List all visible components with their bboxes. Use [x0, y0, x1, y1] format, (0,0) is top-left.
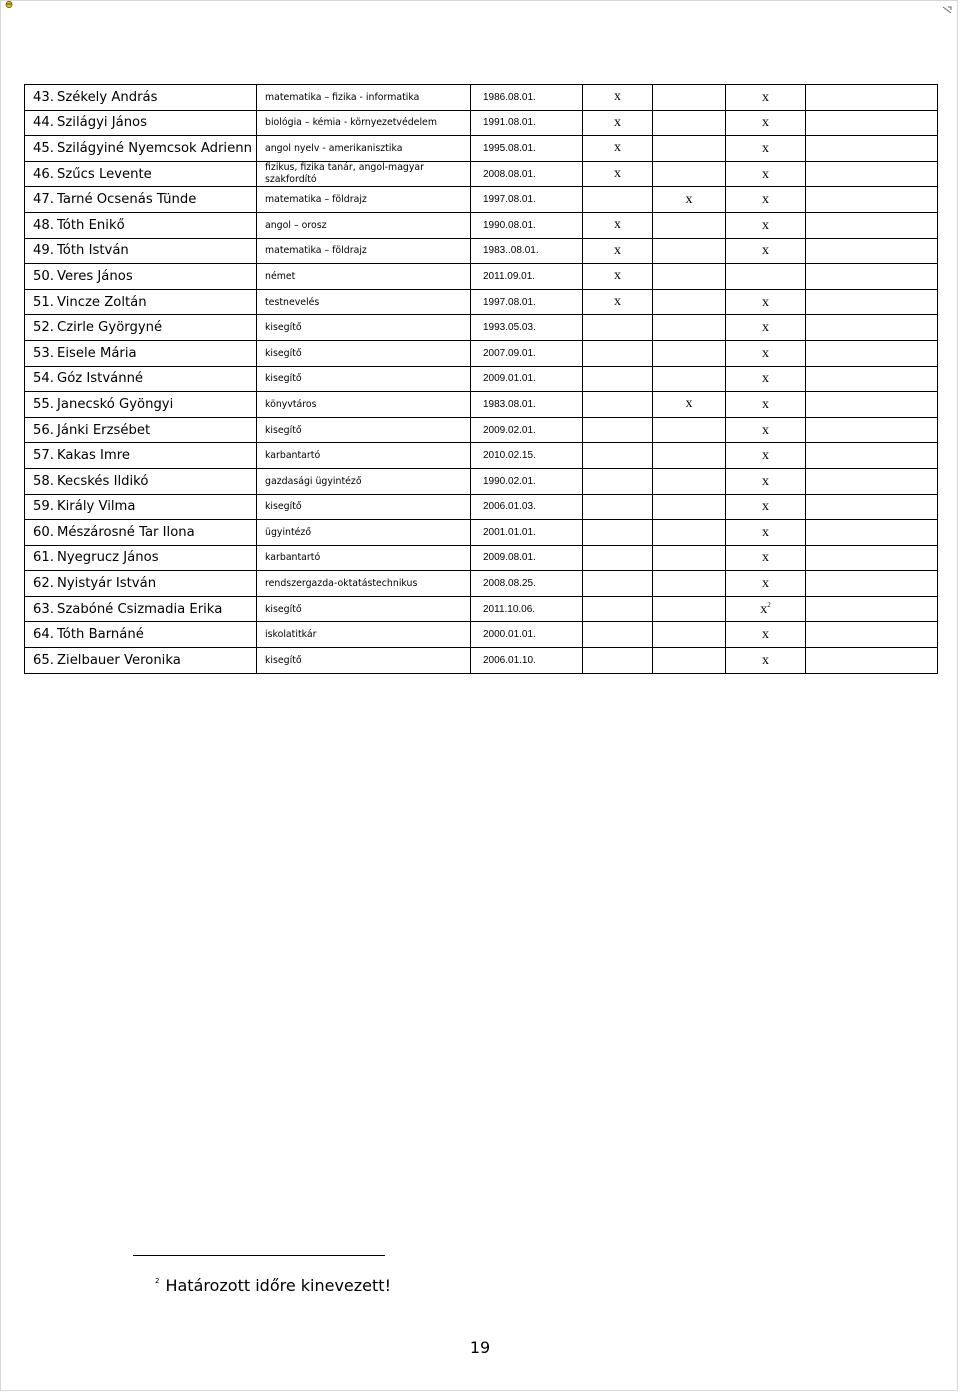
mark-cell-3 [726, 571, 806, 597]
bee-icon [4, 0, 14, 8]
name-cell [25, 264, 257, 290]
table-row [25, 289, 938, 315]
mark-cell-3 [726, 187, 806, 213]
subject-cell: testnevelés [257, 289, 471, 315]
start-date-cell: 2008.08.01. [471, 161, 583, 187]
name-cell [25, 596, 257, 622]
mark-cell-1: x [583, 110, 653, 136]
employee-name: Szűcs Levente [57, 166, 152, 182]
mark-cell-4 [806, 315, 938, 341]
table-row [25, 161, 938, 187]
row-number: 54. [33, 371, 54, 387]
mark-cell-1 [583, 520, 653, 546]
start-date-cell: 2007.09.01. [471, 340, 583, 366]
mark-cell-3 [726, 392, 806, 418]
table-row [25, 494, 938, 520]
mark-value: x [762, 396, 769, 412]
subject-cell: angol nyelv - amerikanisztika [257, 136, 471, 162]
table-row [25, 340, 938, 366]
row-number: 46. [33, 166, 54, 182]
mark-cell-2 [653, 85, 726, 111]
subject-cell: karbantartó [257, 545, 471, 571]
mark-cell-3 [726, 85, 806, 111]
mark-value: x [762, 345, 769, 361]
row-number: 62. [33, 576, 54, 592]
table-row [25, 264, 938, 290]
subject-cell: ügyintéző [257, 520, 471, 546]
employee-name: Király Vilma [57, 499, 136, 515]
mark-cell-3 [726, 622, 806, 648]
subject-cell: angol – orosz [257, 212, 471, 238]
mark-value: x [762, 550, 769, 566]
mark-cell-3 [726, 648, 806, 674]
mark-cell-1: x [583, 212, 653, 238]
mark-cell-1 [583, 340, 653, 366]
mark-cell-2 [653, 212, 726, 238]
table-row [25, 392, 938, 418]
mark-cell-1 [583, 622, 653, 648]
mark-value: x [762, 115, 769, 131]
mark-cell-4 [806, 392, 938, 418]
table-row [25, 596, 938, 622]
mark-cell-3 [726, 161, 806, 187]
mark-cell-1 [583, 571, 653, 597]
mark-cell-4 [806, 545, 938, 571]
mark-cell-2 [653, 110, 726, 136]
mark-cell-3 [726, 264, 806, 290]
table-row [25, 212, 938, 238]
mark-cell-4 [806, 110, 938, 136]
footnote-text: Határozott időre kinevezett! [165, 1276, 391, 1295]
name-cell [25, 85, 257, 111]
name-cell [25, 622, 257, 648]
row-number: 61. [33, 550, 54, 566]
subject-cell: rendszergazda-oktatástechnikus [257, 571, 471, 597]
mark-cell-2 [653, 315, 726, 341]
footnote-ref: 2 [767, 600, 771, 609]
start-date-cell: 1983.08.01. [471, 392, 583, 418]
table-row [25, 545, 938, 571]
mark-cell-4 [806, 340, 938, 366]
mark-cell-3 [726, 468, 806, 494]
mark-value: x [762, 627, 769, 643]
mark-cell-3 [726, 545, 806, 571]
start-date-cell: 1995.08.01. [471, 136, 583, 162]
mark-cell-2 [653, 289, 726, 315]
start-date-cell: 2001.01.01. [471, 520, 583, 546]
name-cell [25, 238, 257, 264]
mark-cell-2 [653, 494, 726, 520]
mark-value: x [762, 576, 769, 592]
mark-cell-1 [583, 315, 653, 341]
mark-cell-4 [806, 417, 938, 443]
name-cell [25, 340, 257, 366]
name-cell [25, 443, 257, 469]
name-cell [25, 212, 257, 238]
name-cell [25, 520, 257, 546]
mark-value: x [762, 217, 769, 233]
subject-cell: kisegítő [257, 494, 471, 520]
mark-value: x [762, 192, 769, 208]
name-cell [25, 161, 257, 187]
mark-value: x [762, 243, 769, 259]
mark-cell-1: x [583, 264, 653, 290]
footnote-divider [133, 1255, 385, 1256]
row-number: 52. [33, 320, 54, 336]
mark-cell-4 [806, 443, 938, 469]
mark-cell-1 [583, 494, 653, 520]
start-date-cell: 2011.10.06. [471, 596, 583, 622]
start-date-cell: 1997.08.01. [471, 187, 583, 213]
name-cell [25, 136, 257, 162]
row-number: 56. [33, 422, 54, 438]
subject-cell: matematika – fizika - informatika [257, 85, 471, 111]
employee-name: Zielbauer Veronika [57, 652, 181, 668]
start-date-cell: 2000.01.01. [471, 622, 583, 648]
mark-cell-4 [806, 187, 938, 213]
start-date-cell: 1993.05.03. [471, 315, 583, 341]
row-number: 60. [33, 524, 54, 540]
start-date-cell: 1997.08.01. [471, 289, 583, 315]
employee-name: Tarné Ocsenás Tünde [57, 192, 197, 208]
subject-cell: biológia – kémia - környezetvédelem [257, 110, 471, 136]
table-row [25, 648, 938, 674]
mark-cell-1: x [583, 85, 653, 111]
mark-cell-2 [653, 468, 726, 494]
subject-cell: gazdasági ügyintéző [257, 468, 471, 494]
mark-cell-3 [726, 340, 806, 366]
mark-value: x [762, 371, 769, 387]
employee-name: Tóth Barnáné [57, 627, 144, 643]
mark-cell-1 [583, 468, 653, 494]
mark-cell-3 [726, 315, 806, 341]
row-number: 51. [33, 294, 54, 310]
subject-cell: könyvtáros [257, 392, 471, 418]
subject-cell: kisegítő [257, 366, 471, 392]
mark-cell-4 [806, 494, 938, 520]
name-cell [25, 110, 257, 136]
mark-cell-3 [726, 238, 806, 264]
row-number: 47. [33, 192, 54, 208]
employee-name: Jánki Erzsébet [57, 422, 151, 438]
mark-value: x [762, 524, 769, 540]
name-cell [25, 289, 257, 315]
subject-cell: kisegítő [257, 315, 471, 341]
mark-value: x [762, 473, 769, 489]
mark-cell-3 [726, 494, 806, 520]
mark-value: x [762, 320, 769, 336]
mark-cell-2 [653, 340, 726, 366]
mark-cell-2 [653, 136, 726, 162]
mark-cell-1 [583, 443, 653, 469]
name-cell [25, 366, 257, 392]
mark-value: x [762, 422, 769, 438]
start-date-cell: 1990.08.01. [471, 212, 583, 238]
staff-table [24, 84, 938, 674]
mark-cell-2 [653, 443, 726, 469]
page-number: 19 [469, 1338, 491, 1357]
employee-name: Nyistyár István [57, 576, 157, 592]
start-date-cell: 2006.01.10. [471, 648, 583, 674]
table-row [25, 136, 938, 162]
mark-cell-2: x [653, 187, 726, 213]
mark-value: x [762, 140, 769, 156]
employee-name: Tóth Enikő [57, 217, 125, 233]
mark-cell-2 [653, 648, 726, 674]
name-cell [25, 494, 257, 520]
mark-cell-4 [806, 264, 938, 290]
employee-name: Vincze Zoltán [57, 294, 147, 310]
start-date-cell: 1991.08.01. [471, 110, 583, 136]
row-number: 59. [33, 499, 54, 515]
employee-name: Janecskó Gyöngyi [57, 396, 174, 412]
table-row [25, 571, 938, 597]
mark-cell-3 [726, 366, 806, 392]
row-number: 55. [33, 396, 54, 412]
employee-name: Szilágyiné Nyemcsok Adrienn [57, 140, 252, 156]
mark-cell-3 [726, 110, 806, 136]
start-date-cell: 2009.02.01. [471, 417, 583, 443]
table-row [25, 468, 938, 494]
mark-cell-2 [653, 366, 726, 392]
mark-cell-4 [806, 238, 938, 264]
mark-cell-3 [726, 136, 806, 162]
mark-cell-4 [806, 161, 938, 187]
mark-cell-2 [653, 161, 726, 187]
name-cell [25, 545, 257, 571]
mark-cell-1 [583, 366, 653, 392]
table-row [25, 520, 938, 546]
subject-cell: kisegítő [257, 648, 471, 674]
mark-cell-3 [726, 596, 806, 622]
mark-value: x [760, 601, 768, 617]
row-number: 50. [33, 268, 54, 284]
start-date-cell: 2011.09.01. [471, 264, 583, 290]
start-date-cell: 2008.08.25. [471, 571, 583, 597]
name-cell [25, 392, 257, 418]
employee-name: Székely András [57, 89, 158, 105]
mark-value: x [762, 89, 769, 105]
mark-cell-2 [653, 545, 726, 571]
subject-cell: iskolatitkár [257, 622, 471, 648]
table-row [25, 417, 938, 443]
subject-cell: kisegítő [257, 596, 471, 622]
employee-name: Mészárosné Tar Ilona [57, 524, 195, 540]
footnote-mark: 2 [155, 1277, 160, 1285]
mark-cell-4 [806, 212, 938, 238]
expand-corner-icon [942, 6, 952, 14]
mark-cell-4 [806, 648, 938, 674]
mark-cell-1 [583, 648, 653, 674]
employee-name: Góz Istvánné [57, 371, 144, 387]
mark-cell-1 [583, 187, 653, 213]
table-row [25, 366, 938, 392]
mark-cell-4 [806, 366, 938, 392]
start-date-cell: 1983..08.01. [471, 238, 583, 264]
mark-cell-2 [653, 622, 726, 648]
start-date-cell: 2006.01.03. [471, 494, 583, 520]
employee-name: Kakas Imre [57, 448, 131, 464]
mark-cell-2 [653, 520, 726, 546]
table-row [25, 238, 938, 264]
employee-name: Nyegrucz János [57, 550, 159, 566]
row-number: 58. [33, 473, 54, 489]
subject-cell: matematika – földrajz [257, 238, 471, 264]
mark-cell-4 [806, 136, 938, 162]
mark-cell-1 [583, 392, 653, 418]
table-row [25, 622, 938, 648]
row-number: 49. [33, 243, 54, 259]
employee-name: Kecskés Ildikó [57, 473, 149, 489]
mark-cell-3 [726, 443, 806, 469]
staff-table-body [25, 85, 938, 674]
mark-cell-4 [806, 468, 938, 494]
mark-cell-3 [726, 212, 806, 238]
mark-value: x [762, 294, 769, 310]
table-row [25, 187, 938, 213]
start-date-cell: 1990.02.01. [471, 468, 583, 494]
mark-cell-2 [653, 238, 726, 264]
mark-cell-4 [806, 85, 938, 111]
row-number: 65. [33, 652, 54, 668]
table-row [25, 443, 938, 469]
mark-cell-4 [806, 622, 938, 648]
employee-name: Veres János [57, 268, 133, 284]
mark-cell-1: x [583, 238, 653, 264]
mark-cell-4 [806, 571, 938, 597]
mark-cell-1 [583, 596, 653, 622]
name-cell [25, 571, 257, 597]
employee-name: Szabóné Csizmadia Erika [57, 601, 223, 617]
subject-cell: fizikus, fizika tanár, angol-magyar szakfordító [257, 161, 471, 187]
mark-cell-1: x [583, 161, 653, 187]
mark-value: x [762, 166, 769, 182]
mark-cell-3 [726, 520, 806, 546]
row-number: 57. [33, 448, 54, 464]
row-number: 43. [33, 89, 54, 105]
mark-cell-2 [653, 596, 726, 622]
row-number: 44. [33, 115, 54, 131]
row-number: 48. [33, 217, 54, 233]
mark-cell-1 [583, 545, 653, 571]
footnote [155, 1276, 391, 1295]
mark-cell-4 [806, 520, 938, 546]
employee-name: Tóth István [57, 243, 129, 259]
mark-value: x [762, 652, 769, 668]
table-row [25, 315, 938, 341]
row-number: 45. [33, 140, 54, 156]
row-number: 63. [33, 601, 54, 617]
subject-cell: német [257, 264, 471, 290]
mark-cell-1 [583, 417, 653, 443]
mark-cell-1: x [583, 136, 653, 162]
name-cell [25, 468, 257, 494]
start-date-cell: 2010.02.15. [471, 443, 583, 469]
start-date-cell: 2009.01.01. [471, 366, 583, 392]
subject-cell: matematika – földrajz [257, 187, 471, 213]
name-cell [25, 417, 257, 443]
subject-cell: kisegítő [257, 417, 471, 443]
mark-cell-3 [726, 289, 806, 315]
mark-value: x [762, 448, 769, 464]
subject-cell: kisegítő [257, 340, 471, 366]
table-row [25, 85, 938, 111]
employee-name: Czirle Györgyné [57, 320, 163, 336]
table-row [25, 110, 938, 136]
mark-cell-2 [653, 264, 726, 290]
mark-cell-2: x [653, 392, 726, 418]
mark-cell-3 [726, 417, 806, 443]
mark-cell-2 [653, 571, 726, 597]
mark-cell-4 [806, 289, 938, 315]
employee-name: Eisele Mária [57, 345, 137, 361]
subject-cell: karbantartó [257, 443, 471, 469]
row-number: 53. [33, 345, 54, 361]
mark-cell-4 [806, 596, 938, 622]
name-cell [25, 315, 257, 341]
start-date-cell: 1986.08.01. [471, 85, 583, 111]
mark-cell-2 [653, 417, 726, 443]
name-cell [25, 648, 257, 674]
mark-cell-1: x [583, 289, 653, 315]
start-date-cell: 2009.08.01. [471, 545, 583, 571]
name-cell [25, 187, 257, 213]
employee-name: Szilágyi János [57, 115, 148, 131]
row-number: 64. [33, 627, 54, 643]
mark-value: x [762, 499, 769, 515]
